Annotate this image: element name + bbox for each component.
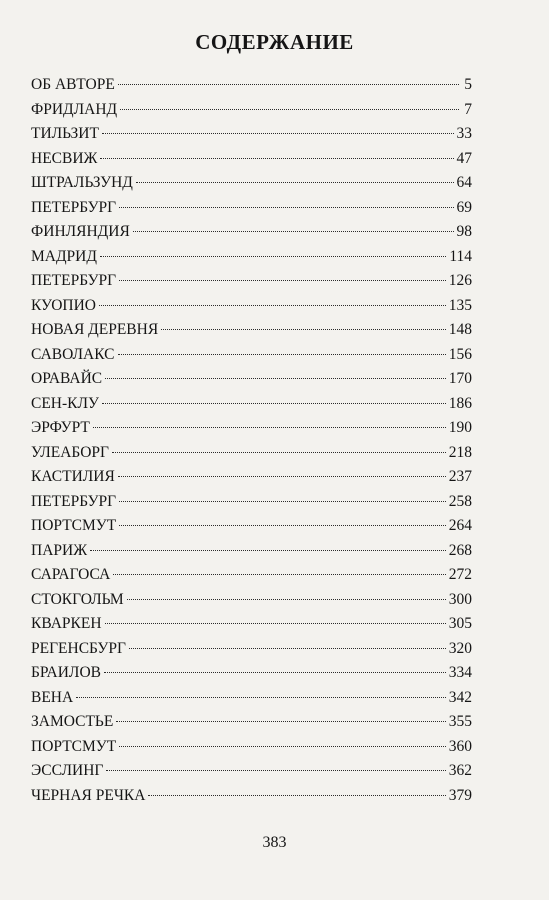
- toc-entry-page: 237: [448, 468, 472, 485]
- toc-entry: [31, 220, 472, 245]
- toc-entry: [31, 588, 472, 613]
- toc-entry-page: 320: [448, 639, 472, 657]
- dot-leader: [105, 623, 446, 624]
- toc-entry: [31, 490, 472, 515]
- dot-leader: [119, 501, 446, 502]
- toc-entry-title: ПЕТЕРБУРГ: [31, 272, 117, 289]
- toc-entry-page: 126: [448, 272, 472, 289]
- dot-leader: [118, 476, 446, 477]
- toc-entry-page: 135: [448, 296, 472, 314]
- toc-entry-title: САВОЛАКС: [31, 345, 115, 363]
- dot-leader: [118, 354, 446, 355]
- toc-entry: [31, 784, 472, 809]
- dot-leader: [119, 525, 446, 526]
- dot-leader: [90, 550, 446, 551]
- dot-leader: [119, 280, 446, 281]
- toc-entry-title: ЗАМОСТЬЕ: [31, 713, 114, 730]
- dot-leader: [161, 329, 446, 330]
- toc-entry: [31, 612, 472, 637]
- dot-leader: [76, 697, 446, 698]
- toc-entry-page: 64: [456, 174, 472, 191]
- dot-leader: [102, 133, 454, 134]
- dot-leader: [105, 378, 446, 379]
- toc-entry-title: БРАИЛОВ: [31, 664, 101, 681]
- toc-entry-page: 355: [448, 713, 472, 730]
- toc-entry-title: ЧЕРНАЯ РЕЧКА: [31, 786, 146, 804]
- toc-entry-title: САРАГОСА: [31, 566, 111, 583]
- toc-entry: [31, 73, 472, 98]
- toc-entry: [31, 171, 472, 196]
- toc-entry-title: НЕСВИЖ: [31, 149, 98, 167]
- toc-entry-page: 362: [448, 762, 472, 779]
- toc-entry-page: 305: [448, 615, 472, 632]
- dot-leader: [100, 256, 446, 257]
- toc-entry: [31, 147, 472, 172]
- dot-leader: [127, 599, 446, 600]
- toc-entry: [31, 563, 472, 588]
- toc-entry-title: КВАРКЕН: [31, 615, 102, 632]
- toc-entry-page: 98: [456, 223, 472, 240]
- dot-leader: [104, 672, 446, 673]
- toc-entry-title: ЭРФУРТ: [31, 419, 90, 436]
- toc-entry: [31, 367, 472, 392]
- toc-entry-page: 7: [464, 100, 472, 118]
- toc-entry: [31, 661, 472, 686]
- dot-leader: [136, 182, 454, 183]
- toc-entry-page: 264: [448, 517, 472, 534]
- toc-entry-title: ФИНЛЯНДИЯ: [31, 223, 130, 240]
- toc-entry-title: ВЕНА: [31, 688, 74, 706]
- toc-entry-title: ШТРАЛЬЗУНД: [31, 174, 133, 191]
- toc-entry: [31, 686, 472, 711]
- toc-entry: [31, 710, 472, 735]
- toc-entry-title: СТОКГОЛЬМ: [31, 590, 124, 608]
- toc-entry: [31, 196, 472, 221]
- toc-entry: [31, 294, 472, 319]
- toc-entry-title: ЭССЛИНГ: [31, 762, 104, 779]
- toc-entry-page: 5: [464, 76, 472, 93]
- toc-entry-title: ОРАВАЙС: [31, 370, 103, 387]
- toc-entry: [31, 465, 472, 490]
- toc-entry-title: УЛЕАБОРГ: [31, 443, 109, 461]
- toc-entry-title: ПЕТЕРБУРГ: [31, 198, 117, 216]
- dot-leader: [116, 721, 445, 722]
- toc-entry-title: ПОРТСМУТ: [31, 737, 117, 755]
- toc-entry: [31, 318, 472, 343]
- toc-entry-title: ТИЛЬЗИТ: [31, 125, 99, 142]
- toc-entry-page: 272: [448, 566, 472, 583]
- toc-entry-title: КУОПИО: [31, 296, 97, 314]
- toc-entry-page: 186: [448, 394, 472, 412]
- toc-entry-page: 114: [449, 247, 472, 265]
- dot-leader: [133, 231, 454, 232]
- toc-entry-page: 300: [448, 590, 472, 608]
- toc-entry-page: 268: [448, 541, 472, 559]
- toc-entry-title: РЕГЕНСБУРГ: [31, 639, 126, 657]
- dot-leader: [106, 770, 445, 771]
- toc-entry-title: НОВАЯ ДЕРЕВНЯ: [31, 321, 159, 338]
- toc-entry-page: 258: [448, 492, 472, 510]
- toc-entry-title: ОБ АВТОРЕ: [31, 76, 115, 93]
- page-number: 383: [262, 834, 287, 851]
- dot-leader: [148, 795, 445, 796]
- toc-entry-page: 170: [448, 370, 472, 387]
- dot-leader: [100, 158, 453, 159]
- dot-leader: [119, 746, 446, 747]
- toc-entry-page: 360: [448, 737, 472, 755]
- toc-entry: [31, 514, 472, 539]
- dot-leader: [119, 207, 453, 208]
- toc-entry: [31, 416, 472, 441]
- toc-entry: [31, 245, 472, 270]
- toc-entry: [31, 392, 472, 417]
- toc-entry-page: 69: [456, 198, 472, 216]
- toc-entry-page: 190: [448, 419, 472, 436]
- toc-entry-page: 33: [456, 125, 472, 142]
- table-of-contents: [31, 73, 472, 808]
- dot-leader: [112, 452, 446, 453]
- toc-entry-page: 218: [448, 443, 472, 461]
- toc-entry-title: ФРИДЛАНД: [31, 100, 118, 118]
- toc-entry: [31, 759, 472, 784]
- toc-entry-page: 148: [448, 321, 472, 338]
- dot-leader: [102, 403, 446, 404]
- toc-entry: [31, 343, 472, 368]
- toc-entry: [31, 539, 472, 564]
- toc-entry-title: СЕН-КЛУ: [31, 394, 99, 412]
- dot-leader: [120, 109, 459, 110]
- dot-leader: [129, 648, 446, 649]
- toc-entry-page: 379: [448, 786, 472, 804]
- toc-entry-title: ПОРТСМУТ: [31, 517, 117, 534]
- dot-leader: [113, 574, 445, 575]
- toc-entry-title: МАДРИД: [31, 247, 97, 265]
- dot-leader: [118, 84, 459, 85]
- toc-entry-title: ПЕТЕРБУРГ: [31, 492, 117, 510]
- toc-entry: [31, 122, 472, 147]
- toc-entry: [31, 441, 472, 466]
- toc-entry: [31, 735, 472, 760]
- toc-entry-page: 334: [448, 664, 472, 681]
- toc-entry: [31, 269, 472, 294]
- page-title: СОДЕРЖАНИЕ: [195, 30, 354, 54]
- toc-entry-title: КАСТИЛИЯ: [31, 468, 115, 485]
- toc-entry: [31, 98, 472, 123]
- toc-entry-page: 47: [456, 149, 472, 167]
- toc-entry-page: 156: [448, 345, 472, 363]
- toc-entry-page: 342: [448, 688, 472, 706]
- dot-leader: [93, 427, 446, 428]
- toc-entry: [31, 637, 472, 662]
- toc-entry-title: ПАРИЖ: [31, 541, 88, 559]
- dot-leader: [99, 305, 446, 306]
